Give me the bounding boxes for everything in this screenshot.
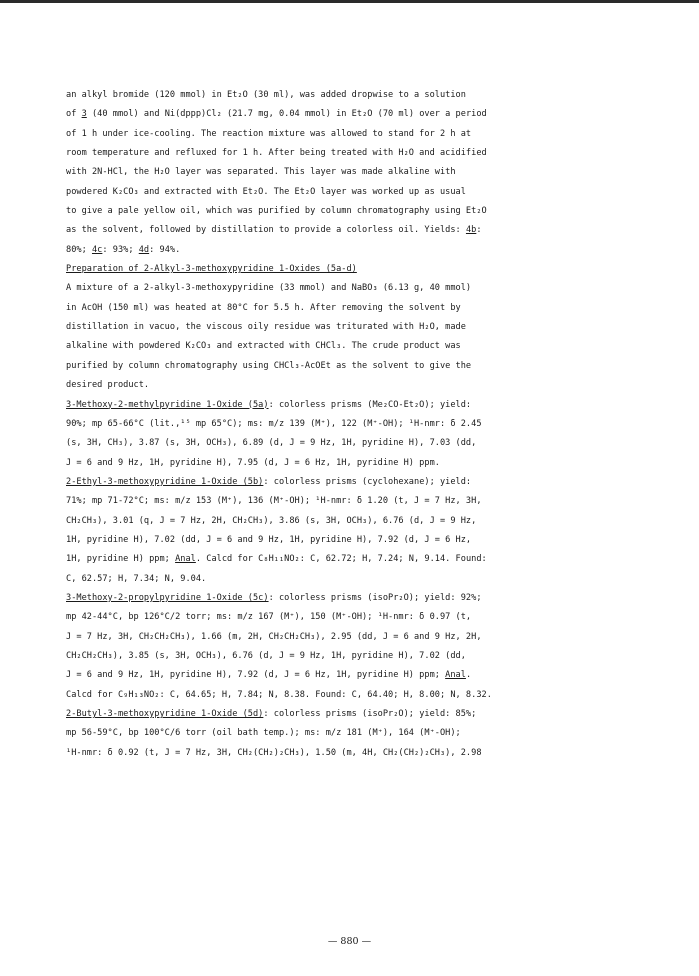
text-segment: of 1 h under ice-cooling. The reaction mixture was allowed to stand for 2 h at <box>66 128 472 139</box>
text-segment: 1H, pyridine H) ppm; <box>66 554 176 565</box>
page-top-rule <box>0 0 699 3</box>
text-segment: 71%; mp 71-72°C; ms: m/z 153 (M⁺), 136 (M⁺-OH); ¹H-nmr: δ 1.20 (t, J = 7 Hz, 3H, <box>66 496 482 507</box>
text-line <box>66 86 641 105</box>
underlined-text: 4b <box>465 225 477 236</box>
text-segment: of <box>66 109 82 120</box>
text-line <box>66 454 641 473</box>
text-line <box>66 144 641 163</box>
text-segment: Calcd for C₉H₁₃NO₂: C, 64.65; H, 7.84; N, 8.38. Found: C, 64.40; H, 8.00; N, 8.32. <box>66 689 492 700</box>
text-line <box>66 105 641 124</box>
text-line <box>66 279 641 298</box>
text-line <box>66 647 641 666</box>
text-line <box>66 705 641 724</box>
text-line <box>66 492 641 511</box>
underlined-text: Anal <box>175 554 196 565</box>
text-segment: alkaline with powdered K₂CO₃ and extracted with CHCl₃. The crude product was <box>66 341 461 352</box>
underlined-text: 3-Methoxy-2-methylpyridine 1-Oxide (5a) <box>66 399 269 410</box>
underlined-text: 2-Ethyl-3-methoxypyridine 1-Oxide (5b) <box>66 476 264 487</box>
underlined-text: Preparation of 2-Alkyl-3-methoxypyridine 1-Oxides (5a-d) <box>66 264 357 275</box>
text-segment: (s, 3H, CH₃), 3.87 (s, 3H, OCH₃), 6.89 (d, J = 9 Hz, 1H, pyridine H), 7.03 (dd, <box>66 438 477 449</box>
text-line <box>66 686 641 705</box>
text-segment: : colorless prisms (isoPr₂O); yield: 85%; <box>263 709 477 719</box>
text-segment: mp 42-44°C, bp 126°C/2 torr; ms: m/z 167 (M⁺), 150 (M⁺-OH); ¹H-nmr: δ 0.97 (t, <box>66 612 472 623</box>
text-segment: J = 7 Hz, 3H, CH₂CH₂CH₃), 1.66 (m, 2H, CH₂CH₂CH₃), 2.95 (dd, J = 6 and 9 Hz, 2H, <box>66 631 482 642</box>
text-segment: desired product. <box>66 380 150 391</box>
text-line <box>66 396 641 415</box>
text-line <box>66 415 641 434</box>
text-line <box>66 221 641 240</box>
text-line <box>66 724 641 743</box>
text-segment: mp 56-59°C, bp 100°C/6 torr (oil bath temp.); ms: m/z 181 (M⁺), 164 (M⁺-OH); <box>66 728 461 739</box>
text-line <box>66 473 641 492</box>
text-line <box>66 260 641 279</box>
text-line <box>66 531 641 550</box>
text-segment: powdered K₂CO₃ and extracted with Et₂O. The Et₂O layer was worked up as usual <box>66 186 466 197</box>
text-segment: A mixture of a 2-alkyl-3-methoxypyridine (33 mmol) and NaBO₃ (6.13 g, 40 mmol) <box>66 283 472 294</box>
text-line <box>66 666 641 685</box>
text-segment: J = 6 and 9 Hz, 1H, pyridine H), 7.92 (d, J = 6 Hz, 1H, pyridine H) ppm; <box>66 670 446 681</box>
paper-page-body <box>66 86 641 763</box>
text-segment: : colorless prisms (cyclohexane); yield: <box>263 476 472 487</box>
text-line <box>66 512 641 531</box>
text-line <box>66 337 641 356</box>
text-line <box>66 183 641 202</box>
underlined-text: 3-Methoxy-2-propylpyridine 1-Oxide (5c) <box>66 592 269 603</box>
text-line <box>66 125 641 144</box>
text-segment: : <box>476 225 482 236</box>
text-segment: CH₂CH₂CH₃), 3.85 (s, 3H, OCH₃), 6.76 (d, J = 9 Hz, 1H, pyridine H), 7.02 (dd, <box>66 650 466 661</box>
text-line <box>66 376 641 395</box>
text-segment: C, 62.57; H, 7.34; N, 9.04. <box>66 573 207 584</box>
text-line <box>66 202 641 221</box>
text-segment: purified by column chromatography using CHCl₃-AcOEt as the solvent to give the <box>66 360 472 371</box>
text-segment: : colorless prisms (Me₂CO-Et₂O); yield: <box>268 399 472 410</box>
text-line <box>66 357 641 376</box>
text-segment: in AcOH (150 ml) was heated at 80°C for 5.5 h. After removing the solvent by <box>66 302 461 313</box>
underlined-text: 4c <box>91 244 103 255</box>
text-segment: with 2N-HCl, the H₂O layer was separated. This layer was made alkaline with <box>66 167 456 178</box>
underlined-text: 2-Butyl-3-methoxypyridine 1-Oxide (5d) <box>66 709 264 719</box>
text-segment: . <box>465 670 472 681</box>
text-segment: CH₂CH₃), 3.01 (q, J = 7 Hz, 2H, CH₂CH₃), 3.86 (s, 3H, OCH₃), 6.76 (d, J = 9 Hz, <box>66 515 477 526</box>
text-line <box>66 550 641 569</box>
text-line <box>66 570 641 589</box>
text-line <box>66 241 641 260</box>
text-segment: ¹H-nmr: δ 0.92 (t, J = 7 Hz, 3H, CH₂(CH₂)₂CH₃), 1.50 (m, 4H, CH₂(CH₂)₂CH₃), 2.98 <box>66 747 482 758</box>
text-segment: as the solvent, followed by distillation to provide a colorless oil. Yields: <box>66 225 466 236</box>
text-segment: 1H, pyridine H), 7.02 (dd, J = 6 and 9 Hz, 1H, pyridine H), 7.92 (d, J = 6 Hz, <box>66 534 472 545</box>
underlined-text: Anal <box>445 670 466 681</box>
text-line <box>66 744 641 763</box>
text-segment: : colorless prisms (isoPr₂O); yield: 92%; <box>268 592 482 603</box>
text-segment: J = 6 and 9 Hz, 1H, pyridine H), 7.95 (d, J = 6 Hz, 1H, pyridine H) ppm. <box>66 457 440 468</box>
text-segment: 80%; <box>66 244 92 255</box>
text-segment: an alkyl bromide (120 mmol) in Et₂O (30 ml), was added dropwise to a solution <box>66 90 466 100</box>
text-line <box>66 589 641 608</box>
text-segment: (40 mmol) and Ni(dppp)Cl₂ (21.7 mg, 0.04 mmol) in Et₂O (70 ml) over a period <box>86 109 487 120</box>
text-segment: : 93%; <box>102 244 139 255</box>
page-number: — 880 — <box>327 936 372 947</box>
text-segment: room temperature and refluxed for 1 h. After being treated with H₂O and acidified <box>66 148 487 159</box>
underlined-text: 3 <box>81 109 87 120</box>
text-segment: distillation in vacuo, the viscous oily residue was triturated with H₂O, made <box>66 322 466 333</box>
text-segment: to give a pale yellow oil, which was purified by column chromatography using Et₂O <box>66 206 487 217</box>
text-line <box>66 318 641 337</box>
text-segment: 90%; mp 65-66°C (lit.,¹⁵ mp 65°C); ms: m/z 139 (M⁺), 122 (M⁺-OH); ¹H-nmr: δ 2.45 <box>66 418 482 429</box>
text-line <box>66 163 641 182</box>
text-line <box>66 628 641 647</box>
text-line <box>66 434 641 453</box>
underlined-text: 4d <box>138 244 150 255</box>
text-segment: : 94%. <box>149 244 181 255</box>
text-line <box>66 299 641 318</box>
text-line <box>66 608 641 627</box>
text-segment: . Calcd for C₈H₁₁NO₂: C, 62.72; H, 7.24; N, 9.14. Found: <box>195 554 487 565</box>
